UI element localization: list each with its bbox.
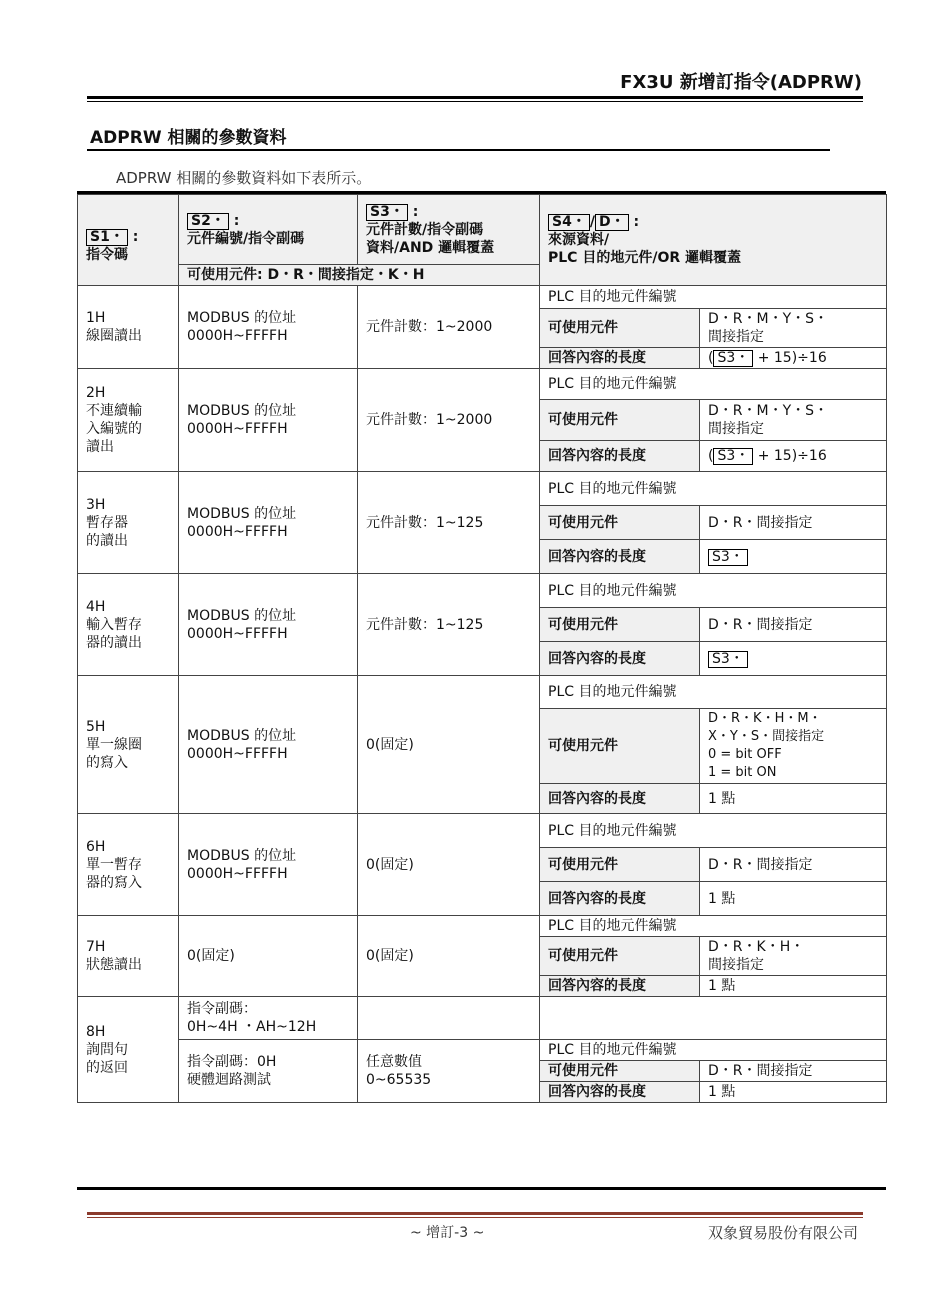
- usable-value: [700, 400, 887, 441]
- plc-dest-label: PLC 目的地元件編號: [540, 916, 887, 937]
- s3-operand-box: S3・: [713, 448, 753, 465]
- s2-text: MODBUS 的位址: [187, 505, 297, 522]
- header-s3: [358, 195, 540, 265]
- usable-label: 可使用元件: [540, 309, 700, 348]
- usable-value: [700, 709, 887, 784]
- s2-cell: [179, 1040, 358, 1103]
- plc-dest-label: PLC 目的地元件編號: [540, 814, 887, 848]
- usable-line: D・R・M・Y・S・: [708, 403, 829, 419]
- function-name: 的讀出: [86, 532, 128, 549]
- plc-dest-label: PLC 目的地元件編號: [540, 472, 887, 506]
- function-code: 2H: [86, 385, 106, 401]
- sub-code-label: 指令副碼：0H: [187, 1054, 277, 1070]
- s3-cell: 元件計數：1~2000: [358, 369, 540, 472]
- page-number: ~ 增訂-3 ~: [410, 1225, 485, 1241]
- resp-len-value: [700, 642, 887, 676]
- resp-len-label: 回答內容的長度: [540, 1082, 700, 1103]
- s3-label-2: 資料/AND 邏輯覆蓋: [366, 239, 495, 256]
- len-suffix: + 15)÷16: [757, 350, 827, 366]
- s2-cell: 0(固定): [179, 916, 358, 997]
- usable-value: [700, 309, 887, 348]
- s3-label-1: 元件計數/指令副碼: [366, 221, 484, 238]
- s3-cell: 元件計數：1~2000: [358, 286, 540, 369]
- plc-dest-label: PLC 目的地元件編號: [540, 369, 887, 400]
- s2-text: MODBUS 的位址: [187, 607, 297, 624]
- table-row: [78, 472, 887, 506]
- usable-line: D・R・M・Y・S・: [708, 311, 829, 327]
- resp-len-label: 回答內容的長度: [540, 882, 700, 916]
- usable-line: X・Y・S・間接指定: [708, 729, 825, 744]
- s2-range: 0000H~FFFFH: [187, 625, 288, 642]
- s4-label-1: 來源資料/: [548, 232, 610, 248]
- s3-colon: :: [412, 203, 419, 220]
- section-intro: ADPRW 相關的參數資料如下表所示。: [116, 169, 372, 187]
- usable-line: D・R・K・H・: [708, 939, 805, 955]
- function-code: 5H: [86, 718, 106, 735]
- code-cell: [78, 814, 179, 916]
- s2-cell: [179, 676, 358, 814]
- resp-len-value: [700, 540, 887, 574]
- usable-value: [700, 937, 887, 976]
- resp-len-label: 回答內容的長度: [540, 784, 700, 814]
- s3-operand-box: S3・: [708, 651, 748, 668]
- function-name: 器的讀出: [86, 634, 142, 651]
- parameter-table-wrap: [77, 194, 886, 1103]
- s2-cell: [179, 814, 358, 916]
- plc-dest-label: PLC 目的地元件編號: [540, 676, 887, 709]
- parameter-table: [77, 194, 887, 1103]
- usable-value: D・R・間接指定: [700, 608, 887, 642]
- usable-line: 間接指定: [708, 421, 764, 437]
- d-operand-box: D・: [595, 214, 629, 231]
- s2-range: 0000H~FFFFH: [187, 865, 288, 882]
- s2-operand-box: S2・: [187, 213, 229, 230]
- sub-code-range: 0H~4H ・AH~12H: [187, 1019, 317, 1035]
- usable-label: 可使用元件: [540, 937, 700, 976]
- function-name: 的寫入: [86, 754, 128, 771]
- s3-operand-box: S3・: [366, 204, 408, 221]
- s1-operand-box: S1・: [86, 229, 128, 246]
- s2-range: 0000H~FFFFH: [187, 421, 288, 437]
- s2-range: 0000H~FFFFH: [187, 328, 288, 344]
- code-cell: [78, 916, 179, 997]
- function-name: 不連續輸: [86, 403, 142, 419]
- s1-colon: :: [132, 229, 139, 245]
- resp-len-label: 回答內容的長度: [540, 441, 700, 472]
- function-code: 6H: [86, 838, 106, 855]
- resp-len-label: 回答內容的長度: [540, 540, 700, 574]
- s2-text: MODBUS 的位址: [187, 403, 297, 419]
- usable-value: D・R・間接指定: [700, 506, 887, 540]
- s2-label: 元件編號/指令副碼: [187, 230, 305, 247]
- header-s4-d: [540, 195, 887, 286]
- s2-cell: [179, 286, 358, 369]
- table-bottom-border: [77, 1187, 886, 1190]
- header-s1: [78, 195, 179, 286]
- sub-code-desc: 硬體迴路測試: [187, 1072, 271, 1088]
- s2-colon: :: [233, 212, 240, 229]
- usable-line: D・R・K・H・M・: [708, 711, 822, 726]
- s2-text: MODBUS 的位址: [187, 727, 297, 744]
- function-name: 狀態讀出: [86, 957, 142, 973]
- s2-cell: [179, 997, 358, 1040]
- s2-range: 0000H~FFFFH: [187, 523, 288, 540]
- section-title: ADPRW 相關的參數資料: [90, 128, 287, 148]
- s3-operand-box: S3・: [708, 549, 748, 566]
- table-row: [78, 814, 887, 848]
- function-name: 器的寫入: [86, 874, 142, 891]
- code-cell: [78, 286, 179, 369]
- s3-cell: 元件計數：1~125: [358, 574, 540, 676]
- usable-label: 可使用元件: [540, 400, 700, 441]
- usable-label: 可使用元件: [540, 506, 700, 540]
- usable-line: 間接指定: [708, 329, 764, 345]
- s4-cell-empty: [540, 997, 887, 1040]
- usable-label: 可使用元件: [540, 1061, 700, 1082]
- resp-len-value: [700, 348, 887, 369]
- code-cell: [78, 574, 179, 676]
- table-row: [78, 916, 887, 937]
- code-cell: [78, 997, 179, 1103]
- s3-cell: 0(固定): [358, 814, 540, 916]
- header-s2: [179, 195, 358, 265]
- plc-dest-label: PLC 目的地元件編號: [540, 574, 887, 608]
- s3-text: 任意數值: [366, 1054, 422, 1070]
- s4-colon: :: [633, 214, 640, 230]
- function-name: 暫存器: [86, 514, 128, 531]
- usable-value: D・R・間接指定: [700, 848, 887, 882]
- function-code: 1H: [86, 310, 106, 326]
- s3-cell: 元件計數：1~125: [358, 472, 540, 574]
- s3-cell-empty: [358, 997, 540, 1040]
- header-rule-thin: [87, 101, 863, 102]
- usable-line: 0 = bit OFF: [708, 747, 782, 762]
- s3-cell: 0(固定): [358, 676, 540, 814]
- s3-cell: 0(固定): [358, 916, 540, 997]
- len-suffix: + 15)÷16: [757, 448, 827, 464]
- function-name: 詢問句: [86, 1041, 128, 1058]
- code-cell: [78, 676, 179, 814]
- usable-line: 1 = bit ON: [708, 765, 777, 780]
- function-code: 3H: [86, 496, 106, 513]
- function-code: 8H: [86, 1023, 106, 1040]
- footer-rule-thick: [87, 1212, 863, 1215]
- plc-dest-label: PLC 目的地元件編號: [540, 1040, 887, 1061]
- table-row: [78, 574, 887, 608]
- table-row: [78, 997, 887, 1040]
- s2-text: MODBUS 的位址: [187, 847, 297, 864]
- resp-len-label: 回答內容的長度: [540, 976, 700, 997]
- s4-operand-box: S4・: [548, 214, 590, 231]
- company-name: 双象貿易股份有限公司: [707, 1224, 858, 1242]
- document-header-title: FX3U 新增訂指令(ADPRW): [620, 72, 862, 93]
- table-row: [78, 286, 887, 309]
- resp-len-value: 1 點: [700, 784, 887, 814]
- s4-label-2: PLC 目的地元件/OR 邏輯覆蓋: [548, 250, 741, 266]
- function-name: 單一暫存: [86, 856, 142, 873]
- function-name: 的返回: [86, 1059, 128, 1076]
- table-row: [78, 676, 887, 709]
- s3-cell: [358, 1040, 540, 1103]
- function-code: 4H: [86, 598, 106, 615]
- usable-label: 可使用元件: [540, 608, 700, 642]
- s2-cell: [179, 369, 358, 472]
- code-cell: [78, 369, 179, 472]
- header-rule-thick: [87, 96, 863, 99]
- len-prefix: (: [708, 350, 714, 366]
- table-row: [78, 369, 887, 400]
- s3-range: 0~65535: [366, 1072, 432, 1088]
- len-prefix: (: [708, 448, 714, 464]
- resp-len-value: [700, 441, 887, 472]
- table-header-row: [78, 195, 887, 265]
- footer-rule-thin: [87, 1217, 863, 1218]
- sub-code-label: 指令副碼：: [187, 1001, 257, 1017]
- function-code: 7H: [86, 939, 106, 955]
- s4-separator: /: [589, 214, 595, 230]
- section-rule: [87, 149, 830, 151]
- s1-label: 指令碼: [86, 247, 128, 263]
- header-usable-devices: 可使用元件: D・R・間接指定・K・H: [179, 265, 540, 286]
- resp-len-label: 回答內容的長度: [540, 642, 700, 676]
- resp-len-value: 1 點: [700, 976, 887, 997]
- s2-range: 0000H~FFFFH: [187, 745, 288, 762]
- usable-line: 間接指定: [708, 957, 764, 973]
- function-name: 入編號的: [86, 421, 142, 437]
- s3-operand-box: S3・: [713, 350, 753, 367]
- s2-text: MODBUS 的位址: [187, 310, 297, 326]
- code-cell: [78, 472, 179, 574]
- usable-label: 可使用元件: [540, 709, 700, 784]
- resp-len-value: 1 點: [700, 882, 887, 916]
- usable-value: D・R・間接指定: [700, 1061, 887, 1082]
- resp-len-label: 回答內容的長度: [540, 348, 700, 369]
- function-name: 讀出: [86, 439, 114, 455]
- resp-len-value: 1 點: [700, 1082, 887, 1103]
- plc-dest-label: PLC 目的地元件編號: [540, 286, 887, 309]
- table-row: [78, 1040, 887, 1061]
- function-name: 輸入暫存: [86, 616, 142, 633]
- function-name: 線圈讀出: [86, 328, 142, 344]
- s2-cell: [179, 472, 358, 574]
- function-name: 單一線圈: [86, 736, 142, 753]
- usable-label: 可使用元件: [540, 848, 700, 882]
- s2-cell: [179, 574, 358, 676]
